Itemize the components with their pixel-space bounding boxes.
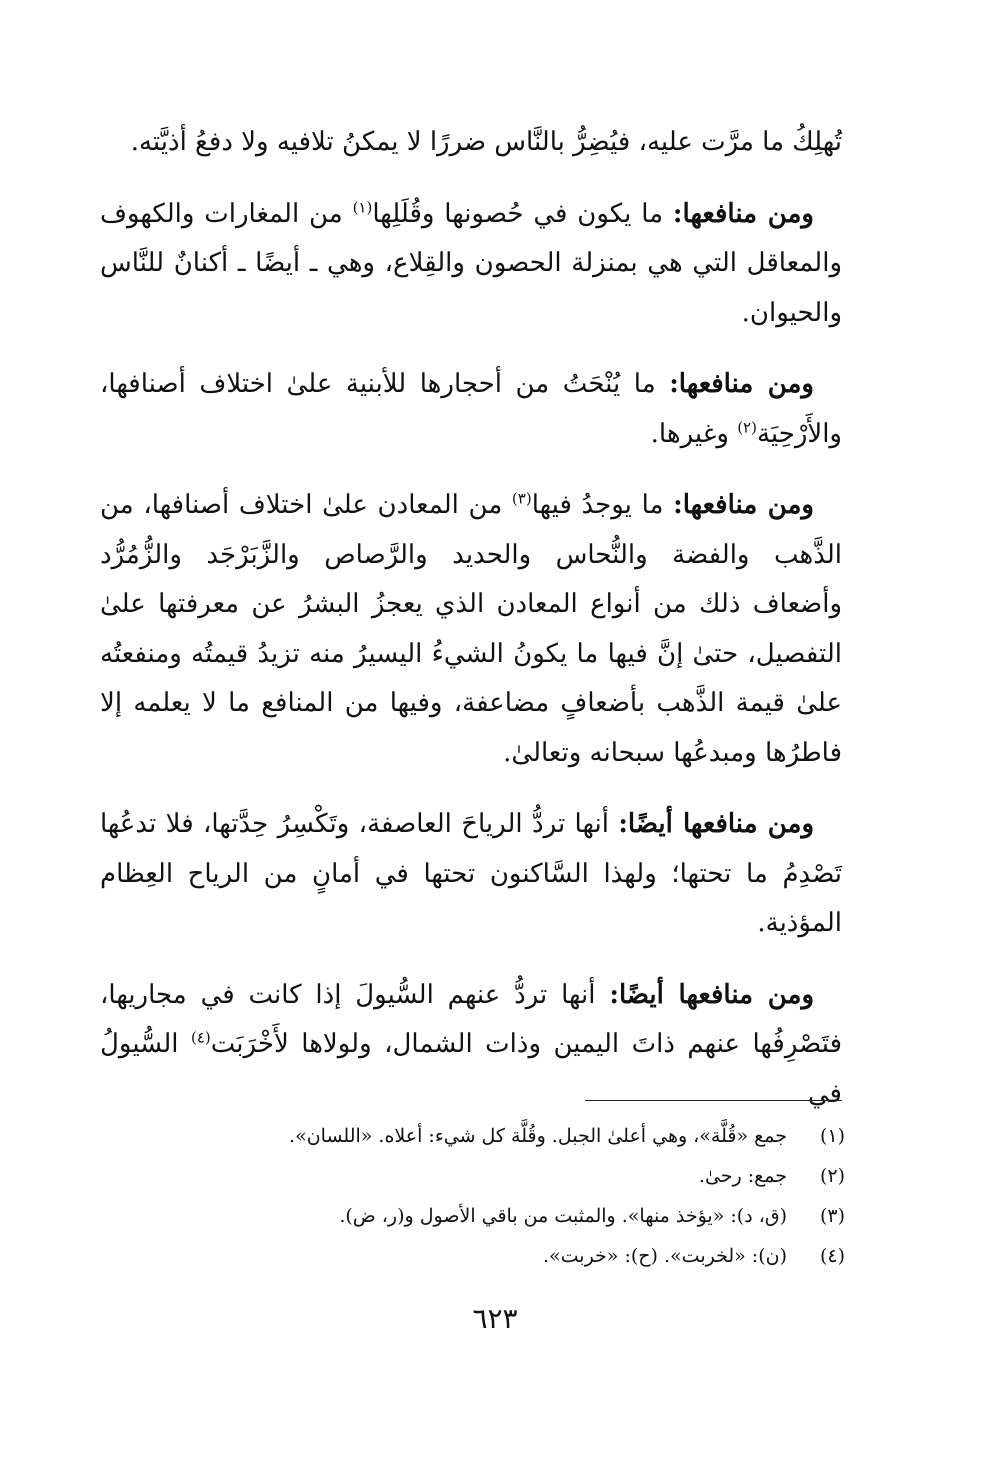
paragraph-text: أنها تردُّ عنهم السُّيولَ إذا كانت في مجاريها، فتَصْرِفُها عنهم ذاتَ اليمين وذات الشمال، ولولاها لأَخْرَبَت [100,979,843,1059]
paragraph-lead: ومن منافعها: [673,490,814,520]
footnote-2 [100,1156,845,1196]
paragraph-lead: ومن منافعها أيضًا: [618,809,815,839]
footnote-text: (ن): «لخربت». (ح): «خربت». [542,1245,787,1267]
footnote-ref: (١) [352,197,373,216]
paragraph-2 [100,190,842,339]
footnote-ref: (٣) [511,489,532,508]
paragraph-text: ما يُنْحَتُ من أحجارها للأبنية علىٰ اختلاف أصنافها، والأَرْحِيَة [100,369,842,449]
page-number: ٦٢٣ [472,1302,518,1335]
paragraph-text-cont: وغيرها. [650,418,738,449]
footnote-number: (١) [819,1125,845,1147]
footnote-number: (٢) [819,1165,845,1187]
main-text [100,118,842,1141]
paragraph-text: ما يوجدُ فيها [531,490,674,520]
footnote-text: جمع «قُلَّة»، وهي أعلىٰ الجبل. وقُلَّة كل شيء: أعلاه. «اللسان». [289,1125,787,1147]
footnote-ref: (٤) [191,1028,211,1047]
paragraph-1 [100,118,842,168]
paragraph-lead: ومن منافعها أيضًا: [609,979,814,1010]
paragraph-text: تُهلِكُ ما مرَّت عليه، فيُضِرُّ بالنَّاس ضررًا لا يمكنُ تلافيه ولا دفعُ أذيَّته. [130,127,842,157]
footnote-number: (٤) [819,1245,845,1267]
paragraph-5 [100,800,842,949]
footnote-divider [585,1100,842,1101]
paragraph-text-cont: من المعادن علىٰ اختلاف أصنافها، من الذَّهب والفضة والنُّحاس والحديد والرَّصاص والزَّبَرْجَد والزُّمُرُّد وأضعاف ذلك من أنواع المعادن الذي يعجزُ البشرُ عن معرفتها علىٰ التفصيل، حتىٰ إنَّ فيها ما يكونُ الشيءُ اليسيرُ منه تزيدُ قيمتُه ومنفعتُه علىٰ قيمة الذَّهب بأضعافٍ مضاعفة، وفيها من المنافع ما لا يعلمه إلا فاطرُها ومبدعُها سبحانه وتعالىٰ. [100,490,842,768]
footnote-text: (ق، د): «يؤخذ منها». والمثبت من باقي الأصول و(ر، ض). [339,1205,787,1227]
paragraph-text-cont: من المغارات والكهوف والمعاقل التي هي بمنزلة الحصون والقِلاع، وهي ـ أيضًا ـ أكنانٌ للنَّاس والحيوان. [100,198,842,328]
paragraph-text: أنها تردُّ الرياحَ العاصفة، وتَكْسِرُ حِدَّتها، فلا تدعُها تَصْدِمُ ما تحتها؛ ولهذا السَّاكنون تحتها في أمانٍ من الرياح العِظام المؤذية. [100,809,842,938]
footnote-ref: (٢) [737,417,757,436]
paragraph-text: ما يكون في حُصونها وقُلَلِها [372,198,673,229]
paragraph-4 [100,481,842,778]
footnote-4 [100,1236,845,1276]
footnote-number: (٣) [819,1205,845,1227]
paragraph-6 [100,971,842,1120]
paragraph-lead: ومن منافعها: [669,369,814,399]
paragraph-text-cont: السُّيولُ في [100,1029,842,1109]
footnotes [100,1116,845,1276]
paragraph-3 [100,360,842,459]
footnote-text: جمع: رحىٰ. [698,1165,787,1187]
paragraph-lead: ومن منافعها: [672,198,814,229]
footnote-3 [100,1196,845,1236]
footnote-1 [100,1116,845,1156]
